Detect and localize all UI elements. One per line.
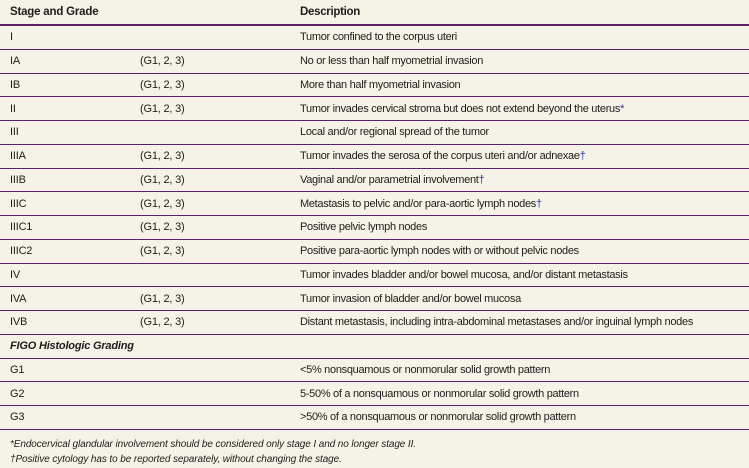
description-cell	[300, 269, 749, 281]
table-row	[0, 264, 749, 288]
description-text: Tumor invades bladder and/or bowel mucosa, and/or distant metastasis	[300, 268, 628, 281]
stage-rows	[0, 26, 749, 335]
table-row	[0, 50, 749, 74]
stage-cell: IIIC1	[10, 221, 33, 234]
description-text: Local and/or regional spread of the tumor	[300, 126, 489, 139]
column-header-description: Description	[300, 6, 360, 18]
table-row	[0, 359, 749, 383]
table-row	[0, 121, 749, 145]
description-text: No or less than half myometrial invasion	[300, 55, 484, 68]
description-text: Tumor confined to the corpus uteri	[300, 31, 457, 44]
description-text: Tumor invades the serosa of the corpus uteri and/or adnexae	[300, 150, 580, 163]
description-cell	[300, 198, 749, 210]
grade-cell: (G1, 2, 3)	[140, 55, 185, 68]
grade-cell: (G1, 2, 3)	[140, 292, 185, 305]
table-row	[0, 169, 749, 193]
description-cell	[300, 411, 749, 423]
section-title: FIGO Histologic Grading	[10, 340, 134, 353]
table-header-row	[0, 0, 749, 26]
column-header-stage-and-grade: Stage and Grade	[10, 6, 99, 18]
description-cell	[300, 364, 749, 376]
description-cell	[300, 126, 749, 138]
description-cell	[300, 150, 749, 162]
grade-cell: (G1, 2, 3)	[140, 78, 185, 91]
description-text: Positive para-aortic lymph nodes with or without pelvic nodes	[300, 245, 579, 258]
description-text: Tumor invades cervical stroma but does not extend beyond the uterus	[300, 102, 621, 115]
grade-cell: (G1, 2, 3)	[140, 221, 185, 234]
description-cell	[300, 221, 749, 233]
description-text: <5% nonsquamous or nonmorular solid growth pattern	[300, 363, 551, 376]
stage-cell: IIIC2	[10, 245, 33, 258]
table-row	[0, 287, 749, 311]
stage-cell: III	[10, 126, 19, 139]
footnote-marker: †	[478, 173, 485, 186]
stage-cell: G1	[10, 363, 25, 376]
description-cell	[300, 293, 749, 305]
footnote-marker: *	[620, 102, 625, 115]
stage-cell: IIIA	[10, 150, 26, 163]
description-text: >50% of a nonsquamous or nonmorular solid growth pattern	[300, 411, 576, 424]
description-text: 5-50% of a nonsquamous or nonmorular solid growth pattern	[300, 387, 579, 400]
description-cell	[300, 388, 749, 400]
description-cell	[300, 245, 749, 257]
description-text: Positive pelvic lymph nodes	[300, 221, 428, 234]
grade-cell: (G1, 2, 3)	[140, 316, 185, 329]
grade-cell: (G1, 2, 3)	[140, 102, 185, 115]
grade-cell: (G1, 2, 3)	[140, 197, 185, 210]
description-cell	[300, 316, 749, 328]
description-cell	[300, 174, 749, 186]
grade-cell: (G1, 2, 3)	[140, 173, 185, 186]
stage-cell: I	[10, 31, 13, 44]
stage-cell: IB	[10, 78, 20, 91]
table-row	[0, 382, 749, 406]
description-cell	[300, 79, 749, 91]
table-row	[0, 311, 749, 335]
stage-cell: IVB	[10, 316, 28, 329]
stage-cell: G3	[10, 411, 25, 424]
footnote-marker: †	[579, 150, 586, 163]
section-header-row	[0, 335, 749, 359]
description-cell	[300, 55, 749, 67]
description-text: Metastasis to pelvic and/or para-aortic lymph nodes	[300, 197, 536, 210]
table-row	[0, 192, 749, 216]
footnote-marker: †	[536, 197, 542, 210]
description-cell	[300, 31, 749, 43]
description-text: Vaginal and/or parametrial involvement	[300, 173, 479, 186]
table-row	[0, 216, 749, 240]
footnote-line: †Positive cytology has to be reported separately, without changing the stage.	[10, 454, 342, 466]
grading-rows	[0, 359, 749, 430]
stage-cell: IVA	[10, 292, 27, 305]
description-text: Tumor invasion of bladder and/or bowel mucosa	[300, 292, 521, 305]
stage-cell: II	[10, 102, 16, 115]
table-row	[0, 145, 749, 169]
description-cell	[300, 103, 749, 115]
stage-cell: IIIC	[10, 197, 27, 210]
table-row	[0, 406, 749, 430]
stage-cell: IA	[10, 55, 20, 68]
description-text: Distant metastasis, including intra-abdominal metastases and/or inguinal lymph nodes	[300, 316, 694, 329]
stage-cell: IV	[10, 268, 20, 281]
footnotes	[0, 430, 749, 468]
grade-cell: (G1, 2, 3)	[140, 150, 185, 163]
table-row	[0, 26, 749, 50]
table-row	[0, 97, 749, 121]
footnote-line: *Endocervical glandular involvement should be considered only stage I and no longer stage II.	[10, 438, 416, 450]
table-row	[0, 240, 749, 264]
description-text: More than half myometrial invasion	[300, 78, 461, 91]
stage-cell: G2	[10, 387, 25, 400]
grade-cell: (G1, 2, 3)	[140, 245, 185, 258]
stage-cell: IIIB	[10, 173, 26, 186]
table-row	[0, 74, 749, 98]
